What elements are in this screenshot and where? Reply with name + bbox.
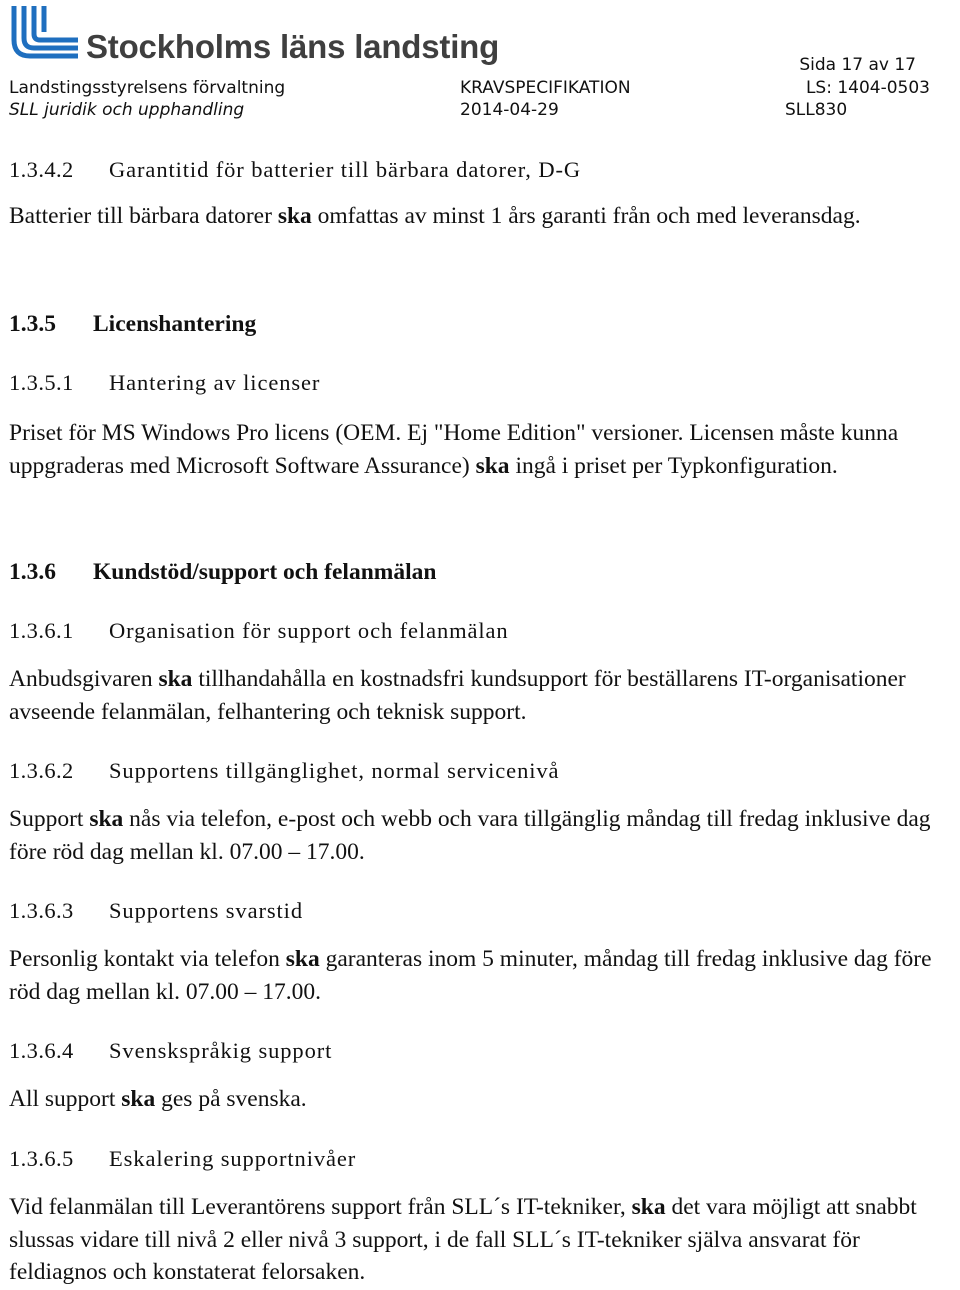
section-heading	[9, 898, 303, 924]
org-name: Stockholms läns landsting	[86, 28, 500, 65]
section-body: Support ska nås via telefon, e-post och webb och vara tillgänglig måndag till fredag inklusive dag före röd dag mellan kl. 07.00 – 17.00.	[9, 806, 931, 865]
unit-name: SLL juridik och upphandling	[9, 100, 245, 120]
section-heading	[9, 618, 509, 644]
section-heading	[9, 157, 581, 183]
section-number: 1.3.6.4	[9, 1038, 74, 1063]
chapter-title: Licenshantering	[93, 311, 257, 337]
page-indicator: Sida 17 av 17	[799, 55, 916, 75]
chapter-heading	[9, 311, 256, 338]
section-title: Organisation för support och felanmälan	[109, 618, 509, 643]
section-body: Priset för MS Windows Pro licens (OEM. Ej "Home Edition" versioner. Licensen måste kunna uppgraderas med Microsoft Software Assurance) ska ingå i priset per Typkonfiguration.	[9, 420, 899, 479]
section-heading	[9, 1146, 356, 1172]
section-number: 1.3.6.1	[9, 618, 74, 643]
section-body: Batterier till bärbara datorer ska omfattas av minst 1 års garanti från och med leveransdag.	[9, 203, 861, 229]
section-number: 1.3.6.5	[9, 1146, 74, 1171]
chapter-number: 1.3.5	[9, 311, 56, 337]
section-title: Supportens svarstid	[109, 898, 303, 923]
section-body: All support ska ges på svenska.	[9, 1086, 307, 1112]
section-title: Supportens tillgänglighet, normal servicenivå	[109, 758, 560, 783]
chapter-title: Kundstöd/support och felanmälan	[93, 559, 437, 585]
section-body: Anbudsgivaren ska tillhandahålla en kostnadsfri kundsupport för beställarens IT-organisationer avseende felanmälan, felhantering och teknisk support.	[9, 666, 906, 725]
section-heading	[9, 1038, 332, 1064]
document-type: KRAVSPECIFIKATION	[460, 78, 631, 98]
section-body: Personlig kontakt via telefon ska garanteras inom 5 minuter, måndag till fredag inklusive dag före röd dag mellan kl. 07.00 – 17.00.	[9, 946, 932, 1005]
section-number: 1.3.5.1	[9, 370, 74, 395]
department: Landstingsstyrelsens förvaltning	[9, 78, 286, 98]
chapter-heading	[9, 559, 436, 586]
document-date: 2014-04-29	[460, 100, 559, 120]
section-title: Eskalering supportnivåer	[109, 1146, 357, 1171]
section-heading	[9, 370, 320, 396]
section-title: Svenskspråkig support	[109, 1038, 333, 1063]
sll-logo-icon	[8, 4, 86, 66]
section-title: Hantering av licenser	[109, 370, 321, 395]
section-title: Garantitid för batterier till bärbara datorer, D-G	[109, 157, 582, 182]
section-body: Vid felanmälan till Leverantörens support från SLL´s IT-tekniker, ska det vara möjligt att snabbt slussas vidare till nivå 2 eller nivå 3 support, i de fall SLL´s IT-tekniker själva ansvarat för feldiagnos och konstaterat felorsaken.	[9, 1194, 917, 1285]
document-ref: SLL830	[785, 100, 848, 120]
chapter-number: 1.3.6	[9, 559, 56, 585]
section-heading	[9, 758, 559, 784]
section-number: 1.3.4.2	[9, 157, 74, 182]
ls-number: LS: 1404-0503	[805, 78, 930, 98]
section-number: 1.3.6.3	[9, 898, 74, 923]
section-number: 1.3.6.2	[9, 758, 74, 783]
